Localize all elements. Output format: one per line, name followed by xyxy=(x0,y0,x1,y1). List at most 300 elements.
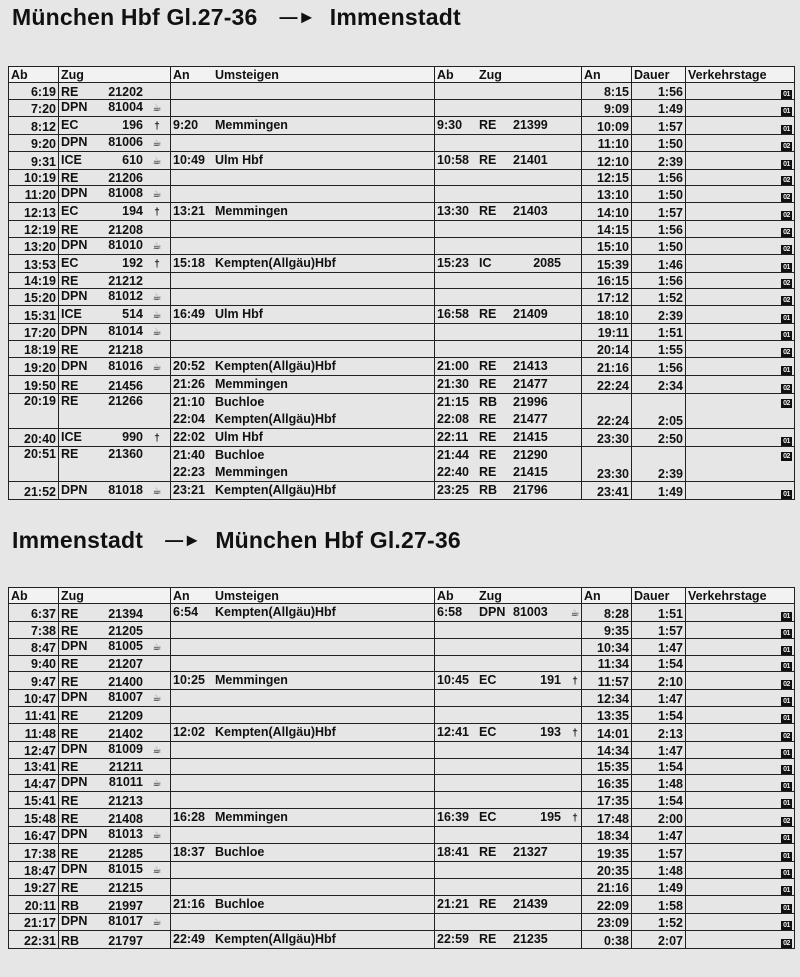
operating-days xyxy=(686,723,795,741)
connection xyxy=(437,376,579,393)
train-cell xyxy=(59,306,171,324)
departure-time: 13:53 xyxy=(9,254,59,272)
train-cell xyxy=(59,808,171,826)
table-row xyxy=(9,723,795,741)
transfer-cell xyxy=(171,324,435,341)
transfer-cell xyxy=(171,116,435,134)
train-cell xyxy=(59,289,171,306)
train xyxy=(61,934,143,948)
header-zug: Zug xyxy=(59,588,171,604)
header-umsteigen: An Umsteigen xyxy=(171,67,435,83)
operating-days-tag: 01 xyxy=(781,160,792,169)
transfer xyxy=(173,931,432,948)
train xyxy=(61,289,165,303)
train xyxy=(61,171,143,185)
arrival-time: 17:48 xyxy=(582,808,632,826)
table-row xyxy=(9,289,795,306)
transfer xyxy=(173,394,432,411)
duration: 1:50 xyxy=(632,186,686,203)
connection-cell xyxy=(435,186,582,203)
transfer-cell xyxy=(171,341,435,358)
train-cell xyxy=(59,775,171,792)
connection xyxy=(437,203,579,220)
transfer-cell xyxy=(171,272,435,289)
train-number: 192 xyxy=(122,255,143,270)
connection-cell xyxy=(435,638,582,655)
header-ab: Ab xyxy=(9,588,59,604)
arrival-time: 8:28 xyxy=(582,604,632,622)
duration: 2:13 xyxy=(632,723,686,741)
transfer-arrival: 15:18 xyxy=(173,255,205,270)
connection-cell xyxy=(435,930,582,948)
header-umsteigen: An Umsteigen xyxy=(171,588,435,604)
train xyxy=(61,204,165,218)
train xyxy=(479,307,561,321)
transfer xyxy=(173,358,432,375)
connection-cell xyxy=(435,792,582,809)
train xyxy=(61,307,165,321)
train-type: DPN xyxy=(61,134,88,149)
header-an: An xyxy=(582,67,632,83)
connection-departure: 22:40 xyxy=(437,464,469,479)
train xyxy=(61,727,143,741)
train-number: 191 xyxy=(540,673,561,688)
train-number: 21360 xyxy=(108,446,143,461)
connection xyxy=(437,809,579,826)
train xyxy=(479,897,561,911)
train-type: ICE xyxy=(61,307,82,322)
train-number: 21415 xyxy=(513,429,548,444)
restaurant-icon: † xyxy=(572,812,578,824)
arrival-time: 15:39 xyxy=(582,254,632,272)
connection-cell xyxy=(435,134,582,151)
transfer-cell xyxy=(171,808,435,826)
duration: 2:05 xyxy=(632,393,686,428)
operating-days xyxy=(686,83,795,100)
train-number: 21211 xyxy=(108,760,143,775)
train xyxy=(61,760,143,774)
operating-days xyxy=(686,116,795,134)
departure-time: 20:11 xyxy=(9,895,59,913)
origin-station: München Hbf Gl.27-36 xyxy=(12,4,258,30)
departure-time: 21:52 xyxy=(9,481,59,499)
train xyxy=(61,238,165,252)
transfer-cell xyxy=(171,878,435,895)
train-cell xyxy=(59,638,171,655)
transfer-cell xyxy=(171,672,435,690)
table-row xyxy=(9,895,795,913)
arrival-time: 11:34 xyxy=(582,655,632,672)
connection xyxy=(437,672,579,689)
transfer-cell xyxy=(171,723,435,741)
cup-icon: ☕ xyxy=(570,608,580,619)
table-row xyxy=(9,758,795,775)
train-cell xyxy=(59,758,171,775)
section1-title xyxy=(12,4,461,31)
operating-days-tag: 01 xyxy=(781,869,792,878)
connection-cell xyxy=(435,672,582,690)
transfer-station: Memmingen xyxy=(215,809,288,824)
departure-time: 7:38 xyxy=(9,622,59,639)
arrival-time: 14:34 xyxy=(582,741,632,758)
train-type: RE xyxy=(479,411,497,426)
arrival-time: 22:24 xyxy=(582,393,632,428)
train xyxy=(61,394,143,408)
table-row xyxy=(9,169,795,186)
transfer-arrival: 22:04 xyxy=(173,411,205,426)
cup-icon: ☕ xyxy=(152,292,162,304)
arrival-time: 17:35 xyxy=(582,792,632,809)
transfer-cell xyxy=(171,134,435,151)
table-row xyxy=(9,808,795,826)
connection-departure: 21:21 xyxy=(437,896,469,911)
operating-days xyxy=(686,792,795,809)
connection-departure: 18:41 xyxy=(437,844,469,859)
train xyxy=(479,465,561,479)
transfer-station: Memmingen xyxy=(215,464,288,479)
operating-days xyxy=(686,690,795,707)
cup-icon: ☕ xyxy=(152,778,162,790)
train-number: 21209 xyxy=(108,708,143,723)
train-number: 21218 xyxy=(108,342,143,357)
transfer-cell xyxy=(171,151,435,169)
train xyxy=(61,775,165,789)
connection-cell xyxy=(435,116,582,134)
operating-days xyxy=(686,638,795,655)
transfer-cell xyxy=(171,83,435,100)
operating-days-tag: 01 xyxy=(781,749,792,758)
operating-days xyxy=(686,861,795,878)
connection-cell xyxy=(435,272,582,289)
cup-icon: ☕ xyxy=(152,485,162,497)
departure-time: 18:19 xyxy=(9,341,59,358)
connection-departure: 21:30 xyxy=(437,376,469,391)
duration: 1:48 xyxy=(632,861,686,878)
arrival-time: 15:35 xyxy=(582,758,632,775)
duration: 1:54 xyxy=(632,792,686,809)
operating-days-tag: 01 xyxy=(781,782,792,791)
duration: 1:50 xyxy=(632,237,686,254)
train xyxy=(479,430,561,444)
table-row xyxy=(9,341,795,358)
table-row xyxy=(9,221,795,238)
train-number: 81015 xyxy=(108,861,143,876)
train-number: 514 xyxy=(122,307,143,322)
operating-days-tag: 02 xyxy=(781,193,792,202)
train-cell xyxy=(59,203,171,221)
transfer-arrival: 10:25 xyxy=(173,673,205,688)
transfer-cell xyxy=(171,254,435,272)
table-row xyxy=(9,446,795,481)
operating-days xyxy=(686,254,795,272)
table-row xyxy=(9,826,795,843)
operating-days xyxy=(686,446,795,481)
arrival-time: 10:34 xyxy=(582,638,632,655)
table-row xyxy=(9,272,795,289)
operating-days-tag: 01 xyxy=(781,107,792,116)
duration: 1:56 xyxy=(632,357,686,375)
duration: 1:51 xyxy=(632,604,686,622)
train-number: 81011 xyxy=(108,775,143,790)
train-type: DPN xyxy=(61,186,88,201)
operating-days-tag: 01 xyxy=(781,331,792,340)
operating-days xyxy=(686,741,795,758)
train-number: 21215 xyxy=(108,880,143,895)
departure-time: 11:41 xyxy=(9,707,59,724)
train-cell xyxy=(59,186,171,203)
train xyxy=(61,862,165,876)
timetable-outbound xyxy=(8,66,795,500)
connection-departure: 6:58 xyxy=(437,605,463,619)
train-type: RE xyxy=(61,793,79,808)
operating-days-tag: 01 xyxy=(781,366,792,375)
header-dauer: Dauer xyxy=(632,588,686,604)
train xyxy=(479,932,561,946)
train-type: DPN xyxy=(61,775,88,790)
departure-time: 9:20 xyxy=(9,134,59,151)
table-row xyxy=(9,672,795,690)
cup-icon: ☕ xyxy=(152,361,162,373)
train xyxy=(479,395,561,409)
train xyxy=(479,412,561,426)
operating-days-tag: 01 xyxy=(781,263,792,272)
departure-time: 9:47 xyxy=(9,672,59,690)
train xyxy=(479,483,561,497)
connection-cell xyxy=(435,723,582,741)
train-number: 21477 xyxy=(513,376,548,391)
duration: 1:54 xyxy=(632,758,686,775)
table-row xyxy=(9,878,795,895)
departure-time: 19:50 xyxy=(9,375,59,393)
train-type: RE xyxy=(61,222,79,237)
table-row xyxy=(9,913,795,930)
operating-days-tag: 01 xyxy=(781,437,792,446)
operating-days xyxy=(686,775,795,792)
transfer-cell xyxy=(171,306,435,324)
departure-time: 8:47 xyxy=(9,638,59,655)
train-cell xyxy=(59,792,171,809)
transfer-station: Kempten(Allgäu)Hbf xyxy=(215,482,336,497)
train xyxy=(61,899,143,913)
train xyxy=(479,118,561,132)
duration: 1:52 xyxy=(632,289,686,306)
train-cell xyxy=(59,622,171,639)
operating-days xyxy=(686,289,795,306)
duration: 1:49 xyxy=(632,481,686,499)
arrival-time: 22:24 xyxy=(582,375,632,393)
table-row xyxy=(9,203,795,221)
train xyxy=(61,343,143,357)
operating-days-tag: 01 xyxy=(781,765,792,774)
transfer-arrival: 12:02 xyxy=(173,724,205,739)
operating-days-tag: 02 xyxy=(781,245,792,254)
operating-days xyxy=(686,203,795,221)
arrival-time: 12:15 xyxy=(582,169,632,186)
table-row xyxy=(9,99,795,116)
operating-days xyxy=(686,481,795,499)
train-type: EC xyxy=(479,673,497,688)
transfer-cell xyxy=(171,775,435,792)
train-number: 21402 xyxy=(108,726,143,741)
transfer-arrival: 22:23 xyxy=(173,464,205,479)
connection-cell xyxy=(435,913,582,930)
train-number: 21415 xyxy=(513,464,548,479)
transfer-station: Ulm Hbf xyxy=(215,429,263,444)
train-type: RE xyxy=(479,464,497,479)
train-type: EC xyxy=(479,809,497,824)
table-row xyxy=(9,604,795,622)
restaurant-icon: † xyxy=(572,727,578,739)
operating-days-tag: 02 xyxy=(781,296,792,305)
train-number: 81018 xyxy=(108,482,143,497)
train-type: RE xyxy=(61,846,79,861)
operating-days-tag: 01 xyxy=(781,904,792,913)
train xyxy=(61,135,165,149)
transfer xyxy=(173,844,432,861)
connection-departure: 22:59 xyxy=(437,931,469,946)
arrival-time: 23:30 xyxy=(582,446,632,481)
train-type: EC xyxy=(479,724,497,739)
train-number: 81004 xyxy=(108,99,143,114)
train-type: EC xyxy=(61,204,79,219)
departure-time: 11:20 xyxy=(9,186,59,203)
connection-departure: 10:45 xyxy=(437,673,469,688)
train-number: 194 xyxy=(122,204,143,219)
table-row xyxy=(9,741,795,758)
operating-days-tag: 02 xyxy=(781,176,792,185)
train-type: RE xyxy=(479,307,497,322)
connection-departure: 16:58 xyxy=(437,307,469,322)
transfer-arrival: 16:28 xyxy=(173,809,205,824)
transfer-cell xyxy=(171,203,435,221)
header-zug: Zug xyxy=(59,67,171,83)
transfer-cell xyxy=(171,638,435,655)
train-type: RE xyxy=(61,623,79,638)
connection-departure: 22:11 xyxy=(437,429,469,444)
connection-departure: 21:00 xyxy=(437,358,469,373)
operating-days-tag: 01 xyxy=(781,490,792,499)
train xyxy=(61,881,143,895)
transfer xyxy=(173,604,432,621)
departure-time: 19:20 xyxy=(9,357,59,375)
operating-days-tag: 01 xyxy=(781,612,792,621)
connection xyxy=(437,896,579,913)
train-type: RE xyxy=(479,376,497,391)
transfer xyxy=(173,255,432,272)
train xyxy=(61,186,165,200)
operating-days xyxy=(686,655,795,672)
train-cell xyxy=(59,446,171,481)
duration: 1:56 xyxy=(632,169,686,186)
connection-cell xyxy=(435,306,582,324)
arrival-time: 18:34 xyxy=(582,826,632,843)
table-row xyxy=(9,792,795,809)
header-an: An xyxy=(582,588,632,604)
operating-days xyxy=(686,306,795,324)
train xyxy=(479,605,582,619)
train-type: RE xyxy=(61,393,79,408)
operating-days-tag: 01 xyxy=(781,799,792,808)
connection-cell xyxy=(435,741,582,758)
transfer-cell xyxy=(171,861,435,878)
train-type: RE xyxy=(479,152,497,167)
duration: 1:47 xyxy=(632,690,686,707)
train-cell xyxy=(59,723,171,741)
operating-days-tag: 01 xyxy=(781,852,792,861)
duration: 1:56 xyxy=(632,272,686,289)
arrival-time: 9:35 xyxy=(582,622,632,639)
operating-days-tag: 02 xyxy=(781,348,792,357)
connection-cell xyxy=(435,393,582,428)
train-type: DPN xyxy=(61,358,88,373)
train-cell xyxy=(59,930,171,948)
train-number: 81009 xyxy=(108,741,143,756)
train-type: RE xyxy=(61,811,79,826)
train xyxy=(61,690,165,704)
train-number: 21290 xyxy=(513,447,548,462)
transfer-cell xyxy=(171,930,435,948)
train xyxy=(479,673,582,687)
train-type: RE xyxy=(479,844,497,859)
train xyxy=(479,725,582,739)
connection-cell xyxy=(435,481,582,499)
train-type: EC xyxy=(61,117,79,132)
train xyxy=(61,274,143,288)
train-number: 21796 xyxy=(513,482,548,497)
train-number: 21401 xyxy=(513,152,548,167)
train-cell xyxy=(59,341,171,358)
table-row xyxy=(9,930,795,948)
connection xyxy=(437,464,579,481)
train-number: 21266 xyxy=(108,393,143,408)
departure-time: 12:19 xyxy=(9,221,59,238)
train-type: DPN xyxy=(479,605,506,619)
train-type: RB xyxy=(61,933,80,948)
train-number: 81017 xyxy=(108,913,143,928)
operating-days-tag: 01 xyxy=(781,921,792,930)
train-cell xyxy=(59,895,171,913)
table-row xyxy=(9,134,795,151)
train-cell xyxy=(59,878,171,895)
connection xyxy=(437,931,579,948)
duration: 1:47 xyxy=(632,826,686,843)
operating-days-tag: 02 xyxy=(781,211,792,220)
train xyxy=(61,607,143,621)
arrival-time: 14:10 xyxy=(582,203,632,221)
duration: 1:58 xyxy=(632,895,686,913)
train-number: 81007 xyxy=(108,690,143,705)
operating-days xyxy=(686,99,795,116)
transfer-station: Buchloe xyxy=(215,447,265,462)
duration: 1:50 xyxy=(632,134,686,151)
departure-time: 8:12 xyxy=(9,116,59,134)
train-type: RE xyxy=(61,675,79,690)
train-number: 21208 xyxy=(108,222,143,237)
operating-days xyxy=(686,672,795,690)
operating-days-tag: 01 xyxy=(781,886,792,895)
arrival-time: 20:35 xyxy=(582,861,632,878)
connection-cell xyxy=(435,324,582,341)
train-number: 81003 xyxy=(513,605,548,619)
connection xyxy=(437,358,579,375)
duration: 1:48 xyxy=(632,775,686,792)
duration: 1:57 xyxy=(632,843,686,861)
duration: 2:07 xyxy=(632,930,686,948)
table-header xyxy=(9,588,795,604)
operating-days xyxy=(686,826,795,843)
train xyxy=(479,810,582,824)
transfer-station: Memmingen xyxy=(215,376,288,391)
